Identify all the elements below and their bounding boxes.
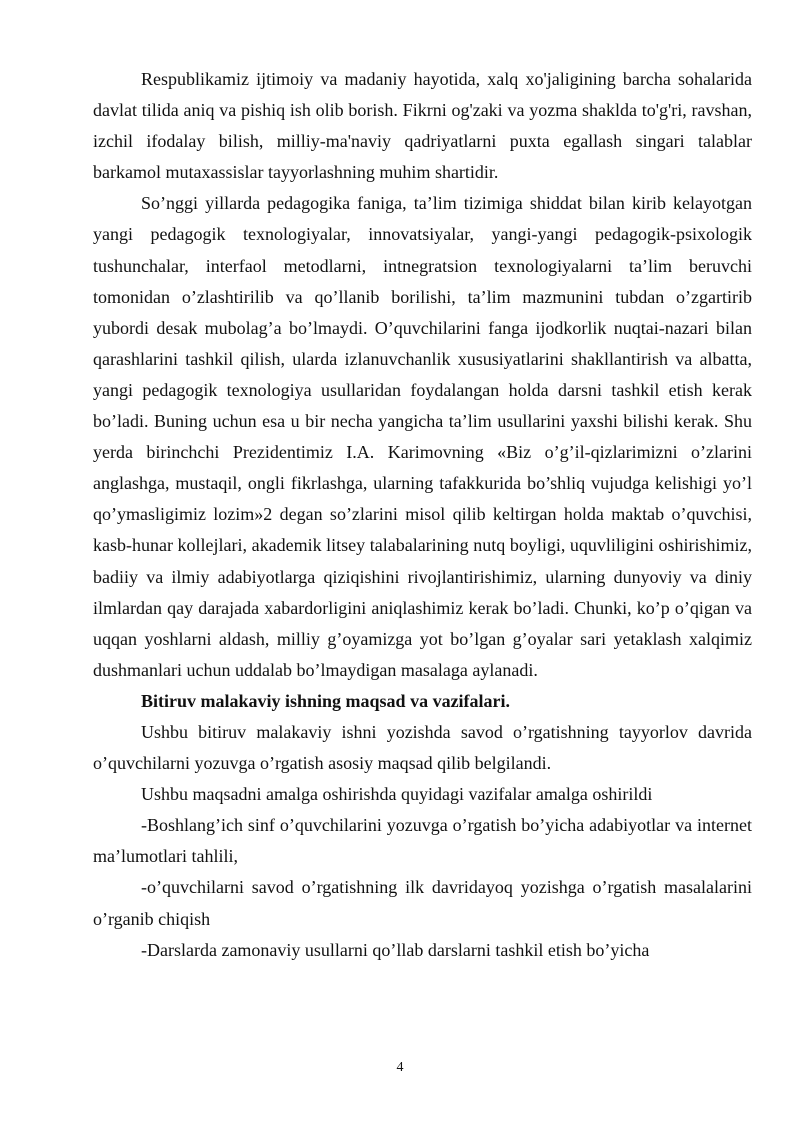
task-item-study: -o’quvchilarni savod o’rgatishning ilk davridayoq yozishga o’rgatish masalalarini o’rganib chiqish — [93, 877, 752, 929]
task-item-lessons: -Darslarda zamonaviy usullarni qo’llab darslarni tashkil etish bo’yicha — [141, 939, 650, 960]
paragraph-tasks-intro: Ushbu maqsadni amalga oshirishda quyidagi vazifalar amalga oshirildi — [141, 784, 653, 805]
paragraph-intro: Respublikamiz ijtimoiy va madaniy hayotida, xalq xo'jaligining barcha sohalarida davlat tilida aniq va pishiq ish olib borish. Fikrni og'zaki va yozma shaklda to'g'ri, ravshan, izchil ifodalay bilish, milliy-ma'naviy qadriyatlarni puxta egallash singari talablar barkamol mutaxassislar tayyorlashning muhim shartidir. — [93, 69, 752, 183]
paragraph-pedagogy: So’nggi yillarda pedagogika faniga, ta’lim tizimiga shiddat bilan kirib kelayotgan yangi pedagogik texnologiyalar, innovatsiyalar, yangi-yangi pedagogik-psixologik tushunchalar, interfaol metodlarni, intnegratsion texnologiyalarni ta’lim beruvchi tomonidan o’zlashtirilib va qo’llanib borilishi, ta’lim mazmunini tubdan o’zgartirib yubordi desak mubolag’a bo’lmaydi. O’quvchilarini fanga ijodkorlik nuqtai-nazari bilan qarashlarini tashkil qilish, ularda izlanuvchanlik xususiyatlarini shakllantirish va albatta, yangi pedagogik texnologiya usullaridan foydalangan holda darsni tashkil etish kerak bo’ladi. Buning uchun esa u bir necha yangicha ta’lim usullarini yaxshi bilishi kerak. Shu yerda birinchchi Prezidentimiz I.A. Karimovning «Biz o’g’il-qizlarimizni o’zlarini anglashga, mustaqil, ongli fikrlashga, ularning tafakkurida bo’shliq vujudga kelishigi yo’l qo’ymasligimiz lozim»2 degan so’zlarini misol qilib keltirgan holda maktab o’quvchisi, kasb-hunar kollejlari, akademik litsey talabalarining nutq boyligi, uquvliligini oshirishimiz, badiiy va ilmiy adabiyotlarga qiziqishini rivojlantirishimiz, ularning dunyoviy va diniy ilmlardan qay darajada xabardorligini aniqlashimiz kerak bo’ladi. Chunki, ko’p o’qigan va uqqan yoshlarni aldash, milliy g’oyamizga yot bo’lgan g’oyalar sari yetaklash xalqimiz dushmanlari uchun uddalab bo’lmaydigan masalaga aylanadi. — [93, 193, 752, 680]
paragraph-goal: Ushbu bitiruv malakaviy ishni yozishda savod o’rgatishning tayyorlov davrida o’quvchilarni yozuvga o’rgatish asosiy maqsad qilib belgilandi. — [93, 721, 752, 774]
page-number: 4 — [396, 1060, 404, 1075]
task-item-literature: -Boshlang’ich sinf o’quvchilarini yozuvga o’rgatish bo’yicha adabiyotlar va internet ma’lumotlari tahlili, — [93, 815, 752, 867]
section-heading: Bitiruv malakaviy ishning maqsad va vazifalari. — [141, 690, 511, 711]
